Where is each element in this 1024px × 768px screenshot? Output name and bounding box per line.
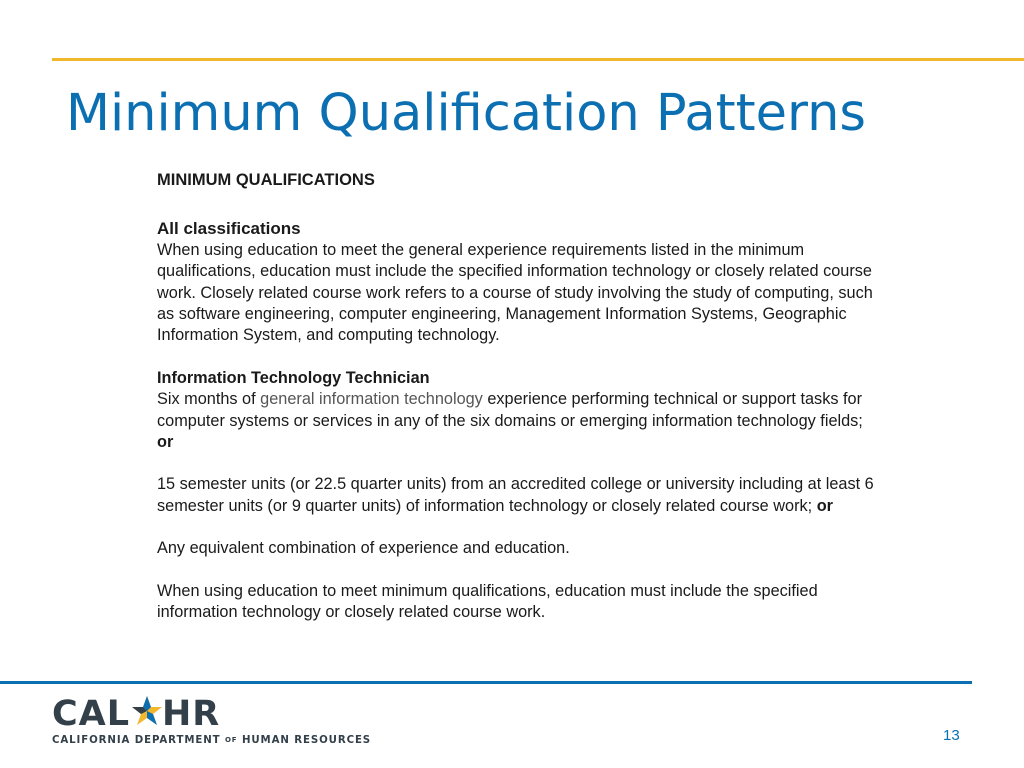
it-technician-experience-text (157, 389, 877, 453)
experience-highlight: general information technology (260, 390, 483, 409)
top-accent-rule (52, 58, 1024, 61)
education-requirement-text: When using education to meet minimum qualifications, education must include the specified information technology or closely related course work. (157, 581, 818, 622)
document-heading: MINIMUM QUALIFICATIONS (157, 171, 375, 189)
logo-subtitle (52, 735, 371, 746)
logo-word-left: CAL (52, 694, 131, 734)
it-technician-education-text (157, 474, 877, 517)
experience-prefix: Six months of (157, 390, 261, 409)
section-heading-it-technician: Information Technology Technician (157, 368, 430, 387)
page-number: 13 (943, 727, 960, 744)
logo-word-right: HR (162, 694, 221, 734)
education-text: 15 semester units (or 22.5 quarter units) from an accredited college or university including at least 6 semester units (or 9 quarter units) of information technology or closely related course work; (157, 475, 874, 515)
calhr-logo (52, 694, 372, 754)
document-excerpt (157, 170, 877, 624)
bottom-rule (0, 681, 972, 684)
all-classifications-text: When using education to meet the general experience requirements listed in the minimum qualifications, education must include the specified information technology or closely related course work. Closely related course work refers to a course of study involving the study of computing, such as software engineering, computer engineering, Management Information Systems, Geographic Information System, and computing technology. (157, 240, 873, 345)
or-connector: or (157, 433, 174, 452)
section-heading-all-classifications: All classifications (157, 219, 301, 239)
equivalent-combination-text: Any equivalent combination of experience and education. (157, 539, 570, 558)
star-icon (130, 694, 164, 732)
experience-suffix: experience performing technical or support tasks for computer systems or services in any of the six domains or emerging information technology fields; (157, 390, 863, 430)
logo-subtitle-part2: HUMAN RESOURCES (241, 735, 372, 746)
or-connector: or (816, 496, 833, 515)
slide-title: Minimum Qualification Patterns (66, 84, 866, 143)
logo-subtitle-part1: CALIFORNIA DEPARTMENT (52, 735, 221, 746)
logo-subtitle-of: OF (224, 736, 238, 744)
